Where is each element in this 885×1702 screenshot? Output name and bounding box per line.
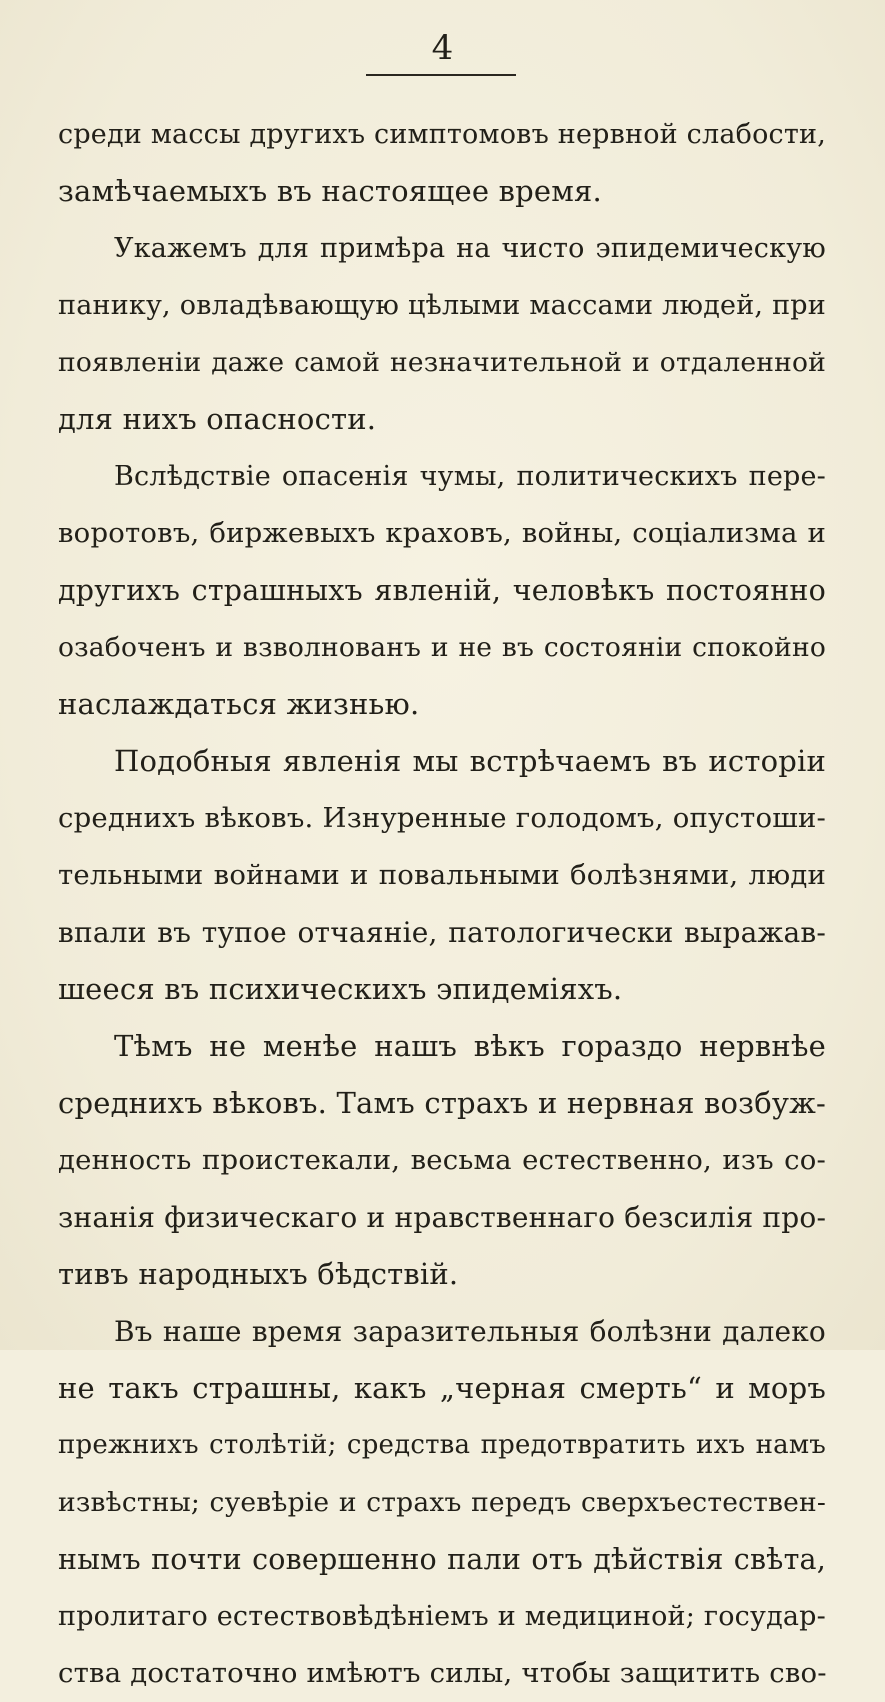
text-line: воротовъ, биржевыхъ краховъ, войны, соціализма и: [58, 517, 826, 549]
page-number: 4: [431, 28, 454, 68]
text-line: для нихъ опасности.: [58, 402, 377, 436]
text-line: Тѣмъ не менѣе нашъ вѣкъ гораздо нервнѣе: [114, 1029, 826, 1063]
text-line: впали въ тупое отчаяніе, патологически выражав-: [58, 916, 826, 949]
text-line: Укажемъ для примѣра на чисто эпидемическую: [114, 233, 826, 264]
text-line: тивъ народныхъ бѣдствій.: [58, 1257, 459, 1291]
text-line: наслаждаться жизнью.: [58, 687, 420, 721]
text-line: среднихъ вѣковъ. Тамъ страхъ и нервная возбуж-: [58, 1086, 827, 1120]
text-line: пролитаго естествовѣдѣніемъ и медициной; государ-: [58, 1601, 826, 1632]
text-line: Вслѣдствіе опасенія чумы, политическихъ пере-: [114, 461, 826, 492]
text-line: среди массы другихъ симптомовъ нервной слабости,: [58, 119, 826, 150]
text-line: шееся въ психическихъ эпидеміяхъ.: [58, 972, 623, 1006]
text-line: не такъ страшны, какъ „черная смерть“ и моръ: [58, 1371, 826, 1405]
text-line: озабоченъ и взволнованъ и не въ состояніи спокойно: [58, 632, 826, 663]
text-line: денность проистекали, весьма естественно, изъ со-: [58, 1144, 826, 1176]
text-line: тельными войнами и повальными болѣзнями, люди: [58, 859, 826, 891]
text-line: Въ наше время заразительныя болѣзни далеко: [114, 1315, 826, 1348]
text-line: Подобныя явленія мы встрѣчаемъ въ исторіи: [114, 744, 826, 778]
text-line: нымъ почти совершенно пали отъ дѣйствія свѣта,: [58, 1543, 826, 1576]
text-line: знанія физическаго и нравственнаго безсилія про-: [58, 1201, 827, 1234]
text-line: другихъ страшныхъ явленій, человѣкъ постоянно: [58, 574, 826, 607]
text-line: появленіи даже самой незначительной и отдаленной: [58, 347, 826, 378]
text-line: замѣчаемыхъ въ настоящее время.: [58, 174, 602, 208]
text-line: среднихъ вѣковъ. Изнуренные голодомъ, опустоши-: [58, 802, 826, 834]
body-text: [58, 106, 826, 1702]
text-line: прежнихъ столѣтій; средства предотвратить ихъ намъ: [58, 1430, 826, 1460]
text-line: ства достаточно имѣютъ силы, чтобы защитить сво-: [58, 1657, 827, 1689]
text-line: извѣстны; суевѣріе и страхъ передъ сверхъестествен-: [58, 1487, 826, 1518]
header-rule: [366, 74, 516, 76]
text-line: панику, овладѣвающую цѣлыми массами людей, при: [58, 290, 826, 321]
